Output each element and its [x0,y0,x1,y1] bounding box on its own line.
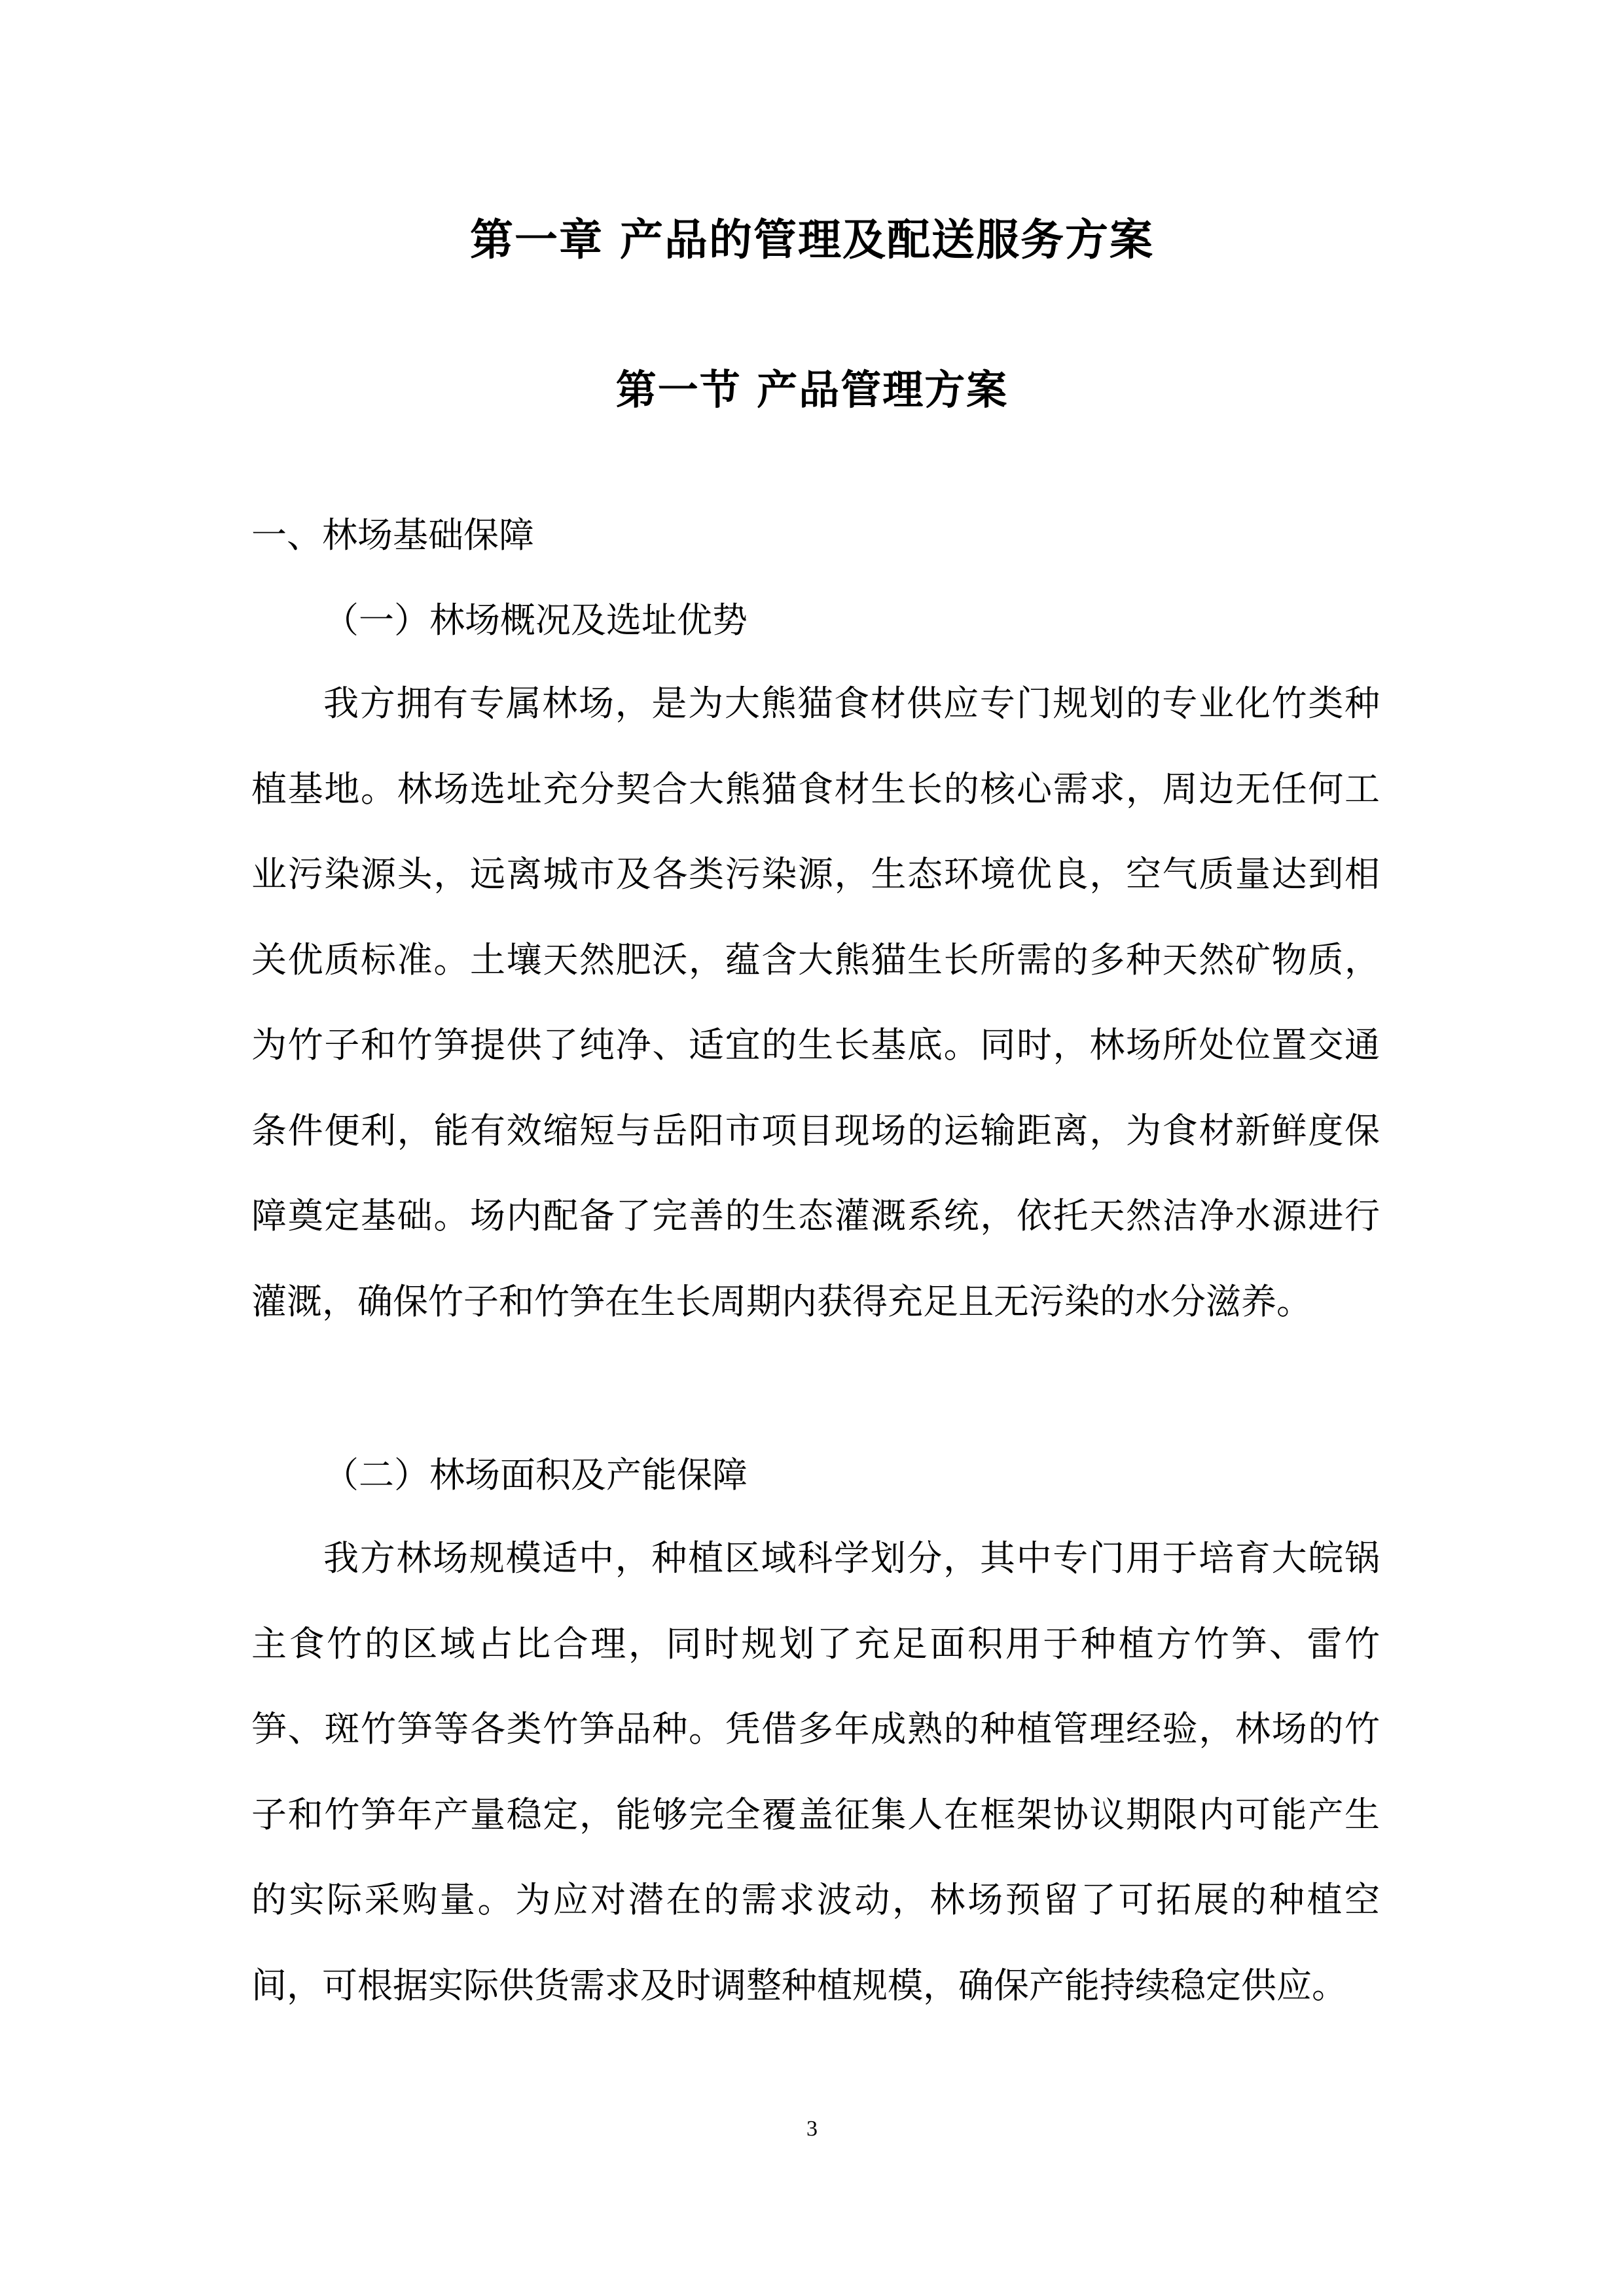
chapter-title: 第一章 产品的管理及配送服务方案 [470,214,1154,265]
sub-heading-capacity: （二）林场面积及产能保障 [323,1454,748,1496]
section-title: 第一节 产品管理方案 [615,366,1009,414]
paragraph-capacity: 我方林场规模适中，种植区域科学划分，其中专门用于培育大皖锅主食竹的区域占比合理，同时规划了充足面积用于种植方竹笋、雷竹笋、斑竹笋等各类竹笋品种。凭借多年成熟的种植管理经验，林场的竹子和竹笋年产量稳定，能够完全覆盖征集人在框架协议期限内可能产生的实际采购量。为应对潜在的需求波动，林场预留了可拓展的种植空间，可根据实际供货需求及时调整种植规模，确保产能持续稳定供应。 [251,1537,1380,2006]
heading-level-1: 一、林场基础保障 [251,514,534,556]
sub-heading-site-overview: （一）林场概况及选址优势 [323,600,748,641]
paragraph-site-overview: 我方拥有专属林场，是为大熊猫食材供应专门规划的专业化竹类种植基地。林场选址充分契合大熊猫食材生长的核心需求，周边无任何工业污染源头，远离城市及各类污染源，生态环境优良，空气质量达到相关优质标准。土壤天然肥沃，蕴含大熊猫生长所需的多种天然矿物质，为竹子和竹笋提供了纯净、适宜的生长基底。同时，林场所处位置交通条件便利，能有效缩短与岳阳市项目现场的运输距离，为食材新鲜度保障奠定基础。场内配备了完善的生态灌溉系统，依托天然洁净水源进行灌溉，确保竹子和竹笋在生长周期内获得充足且无污染的水分滋养。 [251,683,1380,1322]
page-number: 3 [806,2117,818,2141]
